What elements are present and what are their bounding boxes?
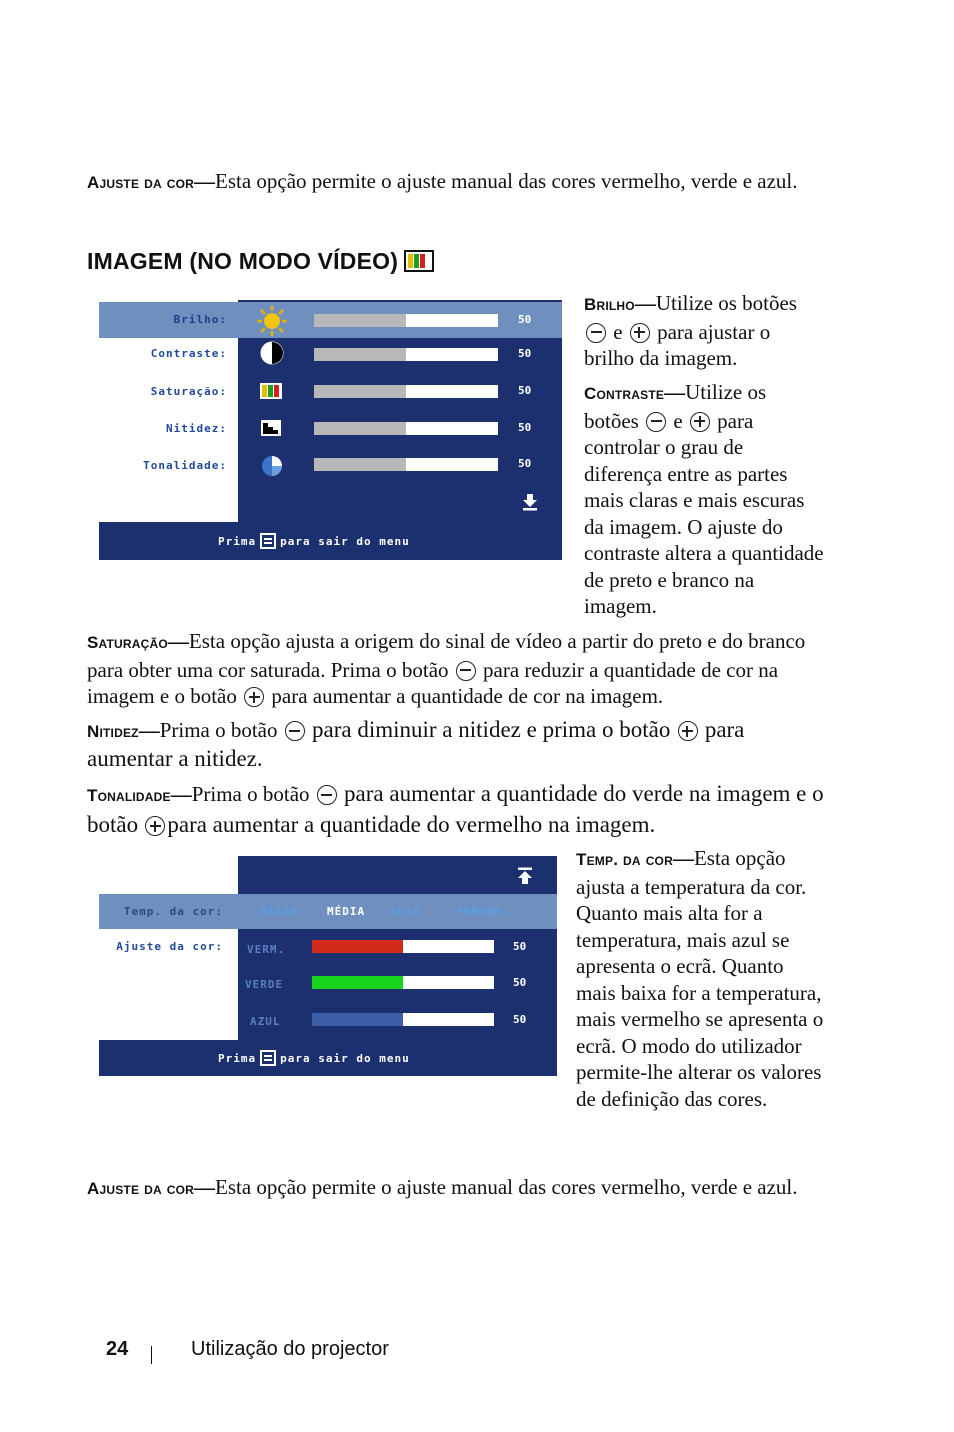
- image-osd-panel: [99, 300, 562, 560]
- paragraph-text: Esta opção ajusta a temperatura da cor. Quanto mais alta for a temperatura, mais azul se apresenta o ecrã. Quanto mais baixa for a temperatura, mais vermelho se apresenta o ecrã. O modo do utilizador permite-lhe alterar os valores de definição das cores.: [576, 846, 824, 1111]
- top-paragraph: [87, 168, 817, 197]
- term-contraste: Contraste: [584, 384, 665, 403]
- tint-icon: [260, 454, 284, 478]
- term-nitidez: Nitidez: [87, 722, 139, 741]
- contrast-icon: [260, 341, 284, 365]
- color-temp-osd-panel: [99, 856, 557, 1076]
- minus-button-icon: [456, 661, 476, 681]
- green-slider[interactable]: [312, 976, 494, 989]
- red-slider[interactable]: [312, 940, 494, 953]
- bottom-paragraph: [87, 1174, 817, 1203]
- footer-prima: Prima: [218, 535, 257, 548]
- scroll-down-arrow-icon[interactable]: [521, 493, 539, 511]
- paragraph-text: Esta opção permite o ajuste manual das cores vermelho, verde e azul.: [215, 169, 798, 193]
- osd-label-nitidez[interactable]: Nitidez:: [166, 422, 227, 435]
- term-temp-da-cor: Temp. da cor: [576, 850, 673, 869]
- minus-button-icon: [586, 323, 606, 343]
- paragraph-text: Esta opção ajusta a origem do sinal de vídeo a partir do preto e do branco para obter uma cor saturada. Prima o botão: [87, 629, 806, 682]
- saturacao-paragraph: [87, 628, 817, 710]
- menu-button-icon: [260, 533, 276, 549]
- em-dash: —: [170, 782, 192, 806]
- heading-text: IMAGEM (NO MODO VÍDEO): [87, 248, 399, 274]
- osd-label-saturacao[interactable]: Saturação:: [150, 385, 227, 398]
- option-alta[interactable]: ALTA: [390, 905, 421, 918]
- paragraph-text: para aumentar a quantidade do verde na imagem e o botão: [87, 781, 824, 837]
- paragraph-text: para aumentar a quantidade de cor na imagem.: [271, 684, 664, 708]
- menu-button-icon: [260, 1050, 276, 1066]
- plus-button-icon: [244, 687, 264, 707]
- footer-exit-text: para sair do menu: [280, 1052, 410, 1065]
- term-ajuste-da-cor: Ajuste da cor: [87, 173, 194, 192]
- paragraph-text: Utilize os botões: [655, 291, 797, 315]
- osd-label-tonalidade[interactable]: Tonalidade:: [143, 459, 227, 472]
- image-menu-icon: [404, 250, 434, 272]
- tonalidade-slider[interactable]: [314, 458, 498, 471]
- footer-prima: Prima: [218, 1052, 257, 1065]
- minus-button-icon: [317, 785, 337, 805]
- blue-value: 50: [513, 1013, 527, 1026]
- blue-slider[interactable]: [312, 1013, 494, 1026]
- paragraph-text: para diminuir a nitidez e prima o botão: [312, 717, 671, 742]
- paragraph-text: para reduzir a quantidade de cor na imagem e o botão: [87, 657, 779, 708]
- em-dash: —: [167, 629, 189, 653]
- channel-label-azul: AZUL: [250, 1015, 281, 1028]
- nitidez-value: 50: [518, 421, 532, 434]
- em-dash: —: [664, 380, 686, 404]
- channel-label-verm: VERM.: [247, 943, 286, 956]
- osd-footer-text: [218, 1050, 410, 1066]
- term-tonalidade: Tonalidade: [87, 786, 171, 805]
- minus-button-icon: [285, 721, 305, 741]
- page-number: 24: [106, 1338, 129, 1360]
- paragraph-text: para ajustar o brilho da imagem.: [584, 319, 771, 370]
- em-dash: —: [672, 846, 694, 870]
- paragraph-text: para controlar o grau de diferença entre as partes mais claras e mais escuras da imagem. O ajuste do contraste altera a quantidade de preto e branco na imagem.: [584, 408, 824, 618]
- contraste-slider[interactable]: [314, 348, 498, 361]
- em-dash: —: [194, 1175, 215, 1199]
- tonalidade-value: 50: [518, 457, 532, 470]
- em-dash: —: [634, 291, 656, 315]
- footer-divider: [151, 1346, 152, 1364]
- temp-da-cor-paragraph: [576, 845, 826, 1112]
- saturacao-value: 50: [518, 384, 532, 397]
- brilho-paragraph: [584, 290, 824, 372]
- term-saturacao: Saturação: [87, 633, 168, 652]
- term-ajuste-da-cor: Ajuste da cor: [87, 1179, 194, 1198]
- option-baixa[interactable]: BAIXA: [260, 905, 299, 918]
- paragraph-text: e: [673, 408, 683, 433]
- minus-button-icon: [646, 412, 666, 432]
- scroll-up-arrow-icon[interactable]: [516, 867, 534, 885]
- osd-label-brilho[interactable]: Brilho:: [173, 313, 227, 326]
- contraste-value: 50: [518, 347, 532, 360]
- paragraph-text: Prima o botão: [159, 718, 278, 742]
- footer-exit-text: para sair do menu: [280, 535, 410, 548]
- nitidez-slider[interactable]: [314, 422, 498, 435]
- color-bars-icon: [260, 383, 282, 399]
- em-dash: —: [194, 169, 215, 193]
- plus-button-icon: [145, 816, 165, 836]
- paragraph-text: para aumentar a quantidade do vermelho na imagem.: [167, 812, 656, 837]
- red-value: 50: [513, 940, 527, 953]
- plus-button-icon: [678, 721, 698, 741]
- tonalidade-paragraph: [87, 779, 827, 840]
- brilho-value: 50: [518, 313, 532, 326]
- osd-label-ajuste-da-cor[interactable]: Ajuste da cor:: [116, 940, 223, 953]
- osd-footer-text: [218, 533, 410, 549]
- osd-label-temp-da-cor[interactable]: Temp. da cor:: [123, 905, 223, 918]
- sun-icon: [256, 305, 288, 337]
- paragraph-text: para aumentar a nitidez.: [87, 717, 745, 771]
- channel-label-verde: VERDE: [245, 978, 284, 991]
- paragraph-text: Prima o botão: [191, 782, 310, 806]
- paragraph-text: Esta opção permite o ajuste manual das cores vermelho, verde e azul.: [215, 1175, 798, 1199]
- term-brilho: Brilho: [584, 295, 635, 314]
- paragraph-text: e: [613, 319, 623, 344]
- option-person[interactable]: PERSON.: [456, 905, 510, 918]
- paragraph-text: Utilize os botões: [584, 380, 767, 433]
- saturacao-slider[interactable]: [314, 385, 498, 398]
- option-media[interactable]: MÉDIA: [327, 905, 366, 918]
- section-heading: [87, 248, 434, 275]
- green-value: 50: [513, 976, 527, 989]
- contraste-paragraph: [584, 379, 824, 620]
- nitidez-paragraph: [87, 717, 817, 772]
- sharpness-icon: [261, 420, 281, 436]
- plus-button-icon: [630, 323, 650, 343]
- osd-label-contraste[interactable]: Contraste:: [150, 347, 227, 360]
- plus-button-icon: [690, 412, 710, 432]
- brilho-slider[interactable]: [314, 314, 498, 327]
- footer-section-title: Utilização do projector: [191, 1338, 389, 1360]
- em-dash: —: [138, 718, 160, 742]
